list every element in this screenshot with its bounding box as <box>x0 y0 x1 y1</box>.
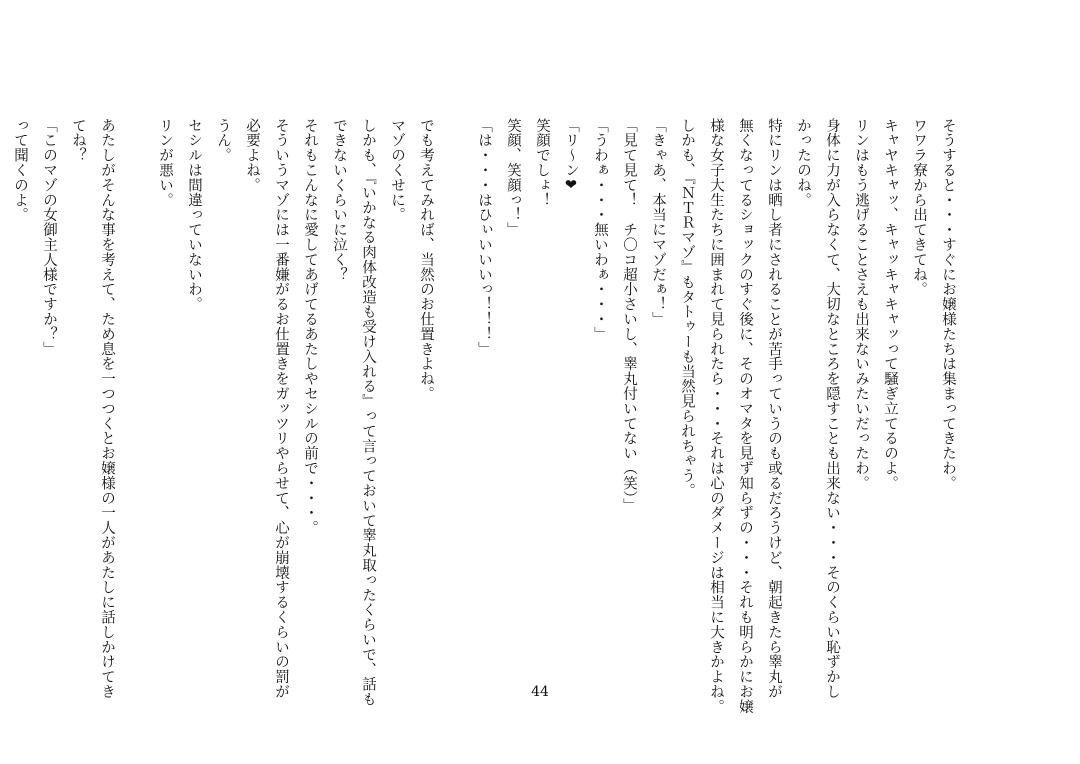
text-line: あたしがそんな事を考えて、ため息を一つつくとお嬢様の一人があたしに話しかけてき <box>99 118 115 700</box>
text-line: それもこんなに愛してあげてるあたしやセシルの前で・・・。 <box>302 118 318 536</box>
text-line: 笑顔でしょ！ <box>534 118 550 208</box>
text-line: リンはもう逃げることさえも出来ないみたいだったわ。 <box>853 118 869 491</box>
vertical-text-body <box>0 118 962 714</box>
text-line: 「は・・・はひぃいいいっ！！！」 <box>476 118 492 357</box>
text-line: 笑顔、笑顔っ！」 <box>505 118 521 238</box>
text-line: 特にリンは晒し者にされることが苦手っていうのも或るだろうけど、朝起きたら睾丸が <box>766 118 782 700</box>
text-line: 「リ～ン❤ <box>563 118 579 194</box>
text-line: 「このマゾの女御主人様ですか？」 <box>41 118 57 357</box>
text-line: 「見て見て！ チ〇コ超小さいし、睾丸付いてない（笑）」 <box>621 118 637 514</box>
text-line: セシルは間違っていないわ。 <box>186 118 202 312</box>
page-number: 44 <box>531 684 549 700</box>
text-line: ワワラ寮から出てきてね。 <box>911 118 927 297</box>
text-line: 無くなってるショックのすぐ後に、そのオマタを見ず知らずの・・・それも明らかにお嬢 <box>737 118 753 714</box>
text-line: って聞くのよ。 <box>12 118 28 223</box>
text-line: マゾのくせに。 <box>389 118 405 223</box>
text-line: 身体に力が入らなくて、大切なところを隠すことも出来ない・・・そのくらい恥ずかし <box>824 118 840 700</box>
text-line: かったのね。 <box>795 118 811 208</box>
text-line: そうすると・・・すぐにお嬢様たちは集まってきたわ。 <box>940 118 956 491</box>
text-line: キャヤキャッ、キャッキャキャッって騒ぎ立てるのよ。 <box>882 118 898 491</box>
text-line: 「きゃあ、本当にマゾだぁ！」 <box>650 118 666 327</box>
text-line: 「うわぁ・・・無いわぁ・・・」 <box>592 118 608 342</box>
text-line: でも考えてみれば、当然のお仕置きよね。 <box>418 118 434 402</box>
text-line: 必要よね。 <box>244 118 260 193</box>
text-line: しかも、『いかなる肉体改造も受け入れる』って言っておいて睾丸取ったくらいで、話も <box>360 118 376 707</box>
text-line: うん。 <box>215 118 231 163</box>
paragraph-break <box>121 118 150 698</box>
text-line: そういうマゾには一番嫌がるお仕置きをガッツリやらせて、心が崩壊するくらいの罰が <box>273 118 289 700</box>
text-line: リンが悪い。 <box>157 118 173 208</box>
text-line: てね？ <box>70 118 86 163</box>
text-line: しかも、『ＮＴＲマゾ』もタトゥーも当然見られちゃう。 <box>679 118 695 499</box>
paragraph-break <box>440 118 469 698</box>
text-line: できないくらいに泣く？ <box>331 118 347 282</box>
text-line <box>0 118 5 698</box>
text-line: 様な女子大生たちに囲まれて見られたら・・・それは心のダメージは相当に大きかよね。 <box>708 118 724 714</box>
